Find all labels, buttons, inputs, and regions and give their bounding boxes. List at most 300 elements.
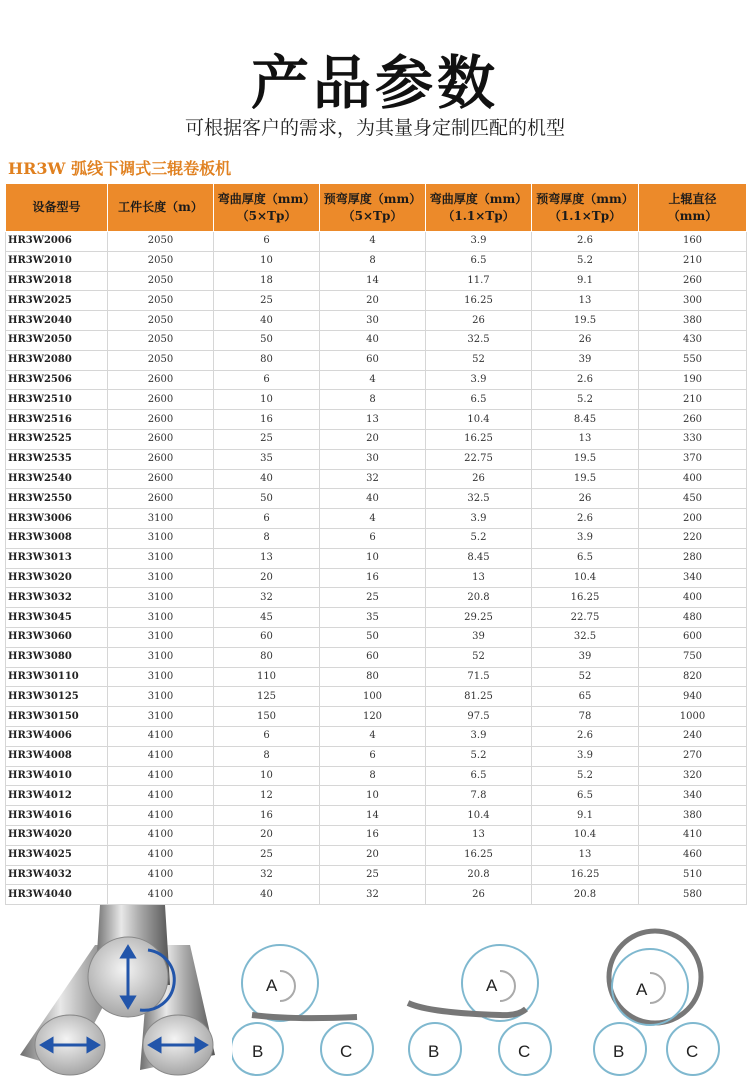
value-cell: 3100 [108, 707, 214, 727]
value-cell: 100 [320, 687, 426, 707]
value-cell: 10.4 [532, 825, 639, 845]
value-cell: 280 [639, 548, 747, 568]
table-row [6, 370, 747, 390]
value-cell: 18 [214, 271, 320, 291]
value-cell: 10.4 [532, 568, 639, 588]
value-cell: 60 [214, 627, 320, 647]
roll-diagram-bending [400, 905, 570, 1084]
value-cell: 1000 [639, 707, 747, 727]
roller-illustration [0, 905, 230, 1084]
value-cell: 30 [320, 311, 426, 331]
value-cell: 3100 [108, 509, 214, 529]
column-header-line1: 弯曲厚度（mm） [217, 191, 316, 206]
column-header-line1: 上辊直径 [668, 191, 717, 206]
value-cell: 510 [639, 865, 747, 885]
model-cell: HR3W2550 [6, 489, 108, 509]
value-cell: 3100 [108, 627, 214, 647]
value-cell: 60 [320, 647, 426, 667]
value-cell: 2.6 [532, 232, 639, 252]
value-cell: 5.2 [532, 766, 639, 786]
value-cell: 80 [214, 350, 320, 370]
value-cell: 2.6 [532, 370, 639, 390]
value-cell: 32 [214, 588, 320, 608]
model-cell: HR3W2040 [6, 311, 108, 331]
value-cell: 820 [639, 667, 747, 687]
value-cell: 25 [320, 588, 426, 608]
value-cell: 3100 [108, 568, 214, 588]
table-row [6, 232, 747, 252]
roll-diagram-rolled [580, 905, 750, 1084]
value-cell: 13 [532, 291, 639, 311]
model-cell: HR3W2510 [6, 390, 108, 410]
value-cell: 10 [214, 390, 320, 410]
table-row [6, 350, 747, 370]
value-cell: 13 [214, 548, 320, 568]
value-cell: 29.25 [426, 608, 532, 628]
model-cell: HR3W2006 [6, 232, 108, 252]
table-body [6, 232, 747, 905]
value-cell: 81.25 [426, 687, 532, 707]
value-cell: 6 [214, 370, 320, 390]
value-cell: 3.9 [426, 509, 532, 529]
table-row [6, 766, 747, 786]
value-cell: 8.45 [532, 410, 639, 430]
value-cell: 2050 [108, 271, 214, 291]
value-cell: 3100 [108, 647, 214, 667]
value-cell: 26 [426, 885, 532, 905]
table-row [6, 291, 747, 311]
table-row [6, 647, 747, 667]
steel-plate [252, 1015, 357, 1018]
value-cell: 6.5 [426, 766, 532, 786]
value-cell: 22.75 [426, 449, 532, 469]
value-cell: 52 [426, 647, 532, 667]
label-a: A [266, 976, 278, 995]
value-cell: 210 [639, 251, 747, 271]
value-cell: 26 [426, 469, 532, 489]
value-cell: 5.2 [532, 390, 639, 410]
value-cell: 4100 [108, 825, 214, 845]
value-cell: 40 [214, 311, 320, 331]
value-cell: 6 [214, 726, 320, 746]
value-cell: 750 [639, 647, 747, 667]
table-row [6, 588, 747, 608]
value-cell: 6.5 [532, 548, 639, 568]
table-row [6, 746, 747, 766]
value-cell: 460 [639, 845, 747, 865]
value-cell: 50 [214, 489, 320, 509]
value-cell: 25 [214, 845, 320, 865]
table-row [6, 429, 747, 449]
value-cell: 60 [320, 350, 426, 370]
value-cell: 35 [214, 449, 320, 469]
value-cell: 4100 [108, 845, 214, 865]
model-cell: HR3W2050 [6, 330, 108, 350]
value-cell: 5.2 [426, 528, 532, 548]
roll-diagram-start [232, 905, 402, 1084]
model-cell: HR3W3032 [6, 588, 108, 608]
table-row [6, 528, 747, 548]
value-cell: 10.4 [426, 806, 532, 826]
value-cell: 16.25 [426, 845, 532, 865]
value-cell: 13 [426, 568, 532, 588]
table-row [6, 330, 747, 350]
value-cell: 9.1 [532, 271, 639, 291]
value-cell: 4100 [108, 726, 214, 746]
model-cell: HR3W2516 [6, 410, 108, 430]
value-cell: 32.5 [426, 489, 532, 509]
value-cell: 13 [320, 410, 426, 430]
value-cell: 2050 [108, 291, 214, 311]
value-cell: 26 [532, 489, 639, 509]
value-cell: 19.5 [532, 449, 639, 469]
table-row [6, 271, 747, 291]
table-row [6, 410, 747, 430]
column-header [108, 184, 214, 232]
value-cell: 430 [639, 330, 747, 350]
value-cell: 6.5 [426, 251, 532, 271]
steel-plate [408, 1003, 526, 1015]
value-cell: 10 [214, 251, 320, 271]
value-cell: 3100 [108, 548, 214, 568]
model-cell: HR3W4012 [6, 786, 108, 806]
value-cell: 120 [320, 707, 426, 727]
column-header-line2: （1.1×Tp） [442, 208, 515, 223]
model-cell: HR3W2080 [6, 350, 108, 370]
value-cell: 19.5 [532, 311, 639, 331]
table-row [6, 885, 747, 905]
column-header-line2: （5×Tp） [236, 208, 297, 223]
value-cell: 8 [214, 528, 320, 548]
value-cell: 220 [639, 528, 747, 548]
label-c: C [518, 1042, 531, 1061]
roller-a-circle [242, 945, 318, 1021]
value-cell: 2050 [108, 311, 214, 331]
value-cell: 110 [214, 667, 320, 687]
column-header [6, 184, 108, 232]
value-cell: 12 [214, 786, 320, 806]
column-header-line2: （mm） [667, 208, 718, 223]
value-cell: 26 [426, 311, 532, 331]
label-a: A [486, 976, 498, 995]
column-header [320, 184, 426, 232]
model-cell: HR3W2010 [6, 251, 108, 271]
value-cell: 78 [532, 707, 639, 727]
value-cell: 380 [639, 806, 747, 826]
value-cell: 940 [639, 687, 747, 707]
table-row [6, 667, 747, 687]
value-cell: 52 [532, 667, 639, 687]
value-cell: 80 [214, 647, 320, 667]
column-header-line1: 预弯厚度（mm） [323, 191, 422, 206]
value-cell: 39 [426, 627, 532, 647]
value-cell: 2600 [108, 489, 214, 509]
value-cell: 3100 [108, 687, 214, 707]
value-cell: 20 [320, 291, 426, 311]
value-cell: 16 [320, 568, 426, 588]
value-cell: 5.2 [532, 251, 639, 271]
value-cell: 4 [320, 509, 426, 529]
value-cell: 14 [320, 806, 426, 826]
value-cell: 260 [639, 271, 747, 291]
value-cell: 16.25 [532, 588, 639, 608]
value-cell: 50 [320, 627, 426, 647]
value-cell: 125 [214, 687, 320, 707]
value-cell: 20.8 [532, 885, 639, 905]
value-cell: 300 [639, 291, 747, 311]
table-row [6, 568, 747, 588]
value-cell: 4100 [108, 865, 214, 885]
value-cell: 3.9 [426, 726, 532, 746]
value-cell: 11.7 [426, 271, 532, 291]
value-cell: 2600 [108, 410, 214, 430]
value-cell: 97.5 [426, 707, 532, 727]
value-cell: 35 [320, 608, 426, 628]
value-cell: 3.9 [426, 232, 532, 252]
value-cell: 340 [639, 786, 747, 806]
value-cell: 370 [639, 449, 747, 469]
model-cell: HR3W30125 [6, 687, 108, 707]
value-cell: 10 [320, 548, 426, 568]
value-cell: 2600 [108, 370, 214, 390]
value-cell: 580 [639, 885, 747, 905]
column-header [532, 184, 639, 232]
value-cell: 32 [320, 885, 426, 905]
value-cell: 9.1 [532, 806, 639, 826]
model-cell: HR3W3060 [6, 627, 108, 647]
value-cell: 3.9 [426, 370, 532, 390]
value-cell: 150 [214, 707, 320, 727]
value-cell: 260 [639, 410, 747, 430]
value-cell: 6.5 [426, 390, 532, 410]
table-row [6, 489, 747, 509]
value-cell: 4 [320, 370, 426, 390]
value-cell: 8 [214, 746, 320, 766]
value-cell: 13 [426, 825, 532, 845]
value-cell: 4100 [108, 806, 214, 826]
roller-a-circle [612, 949, 688, 1025]
model-series-heading: HR3W 弧线下调式三辊卷板机 [8, 159, 232, 178]
value-cell: 40 [320, 330, 426, 350]
table-row [6, 806, 747, 826]
page-title: 产品参数 [250, 49, 499, 117]
value-cell: 550 [639, 350, 747, 370]
value-cell: 65 [532, 687, 639, 707]
value-cell: 410 [639, 825, 747, 845]
value-cell: 20 [214, 825, 320, 845]
value-cell: 8 [320, 390, 426, 410]
value-cell: 3.9 [532, 528, 639, 548]
value-cell: 380 [639, 311, 747, 331]
model-cell: HR3W2540 [6, 469, 108, 489]
label-b: B [252, 1042, 264, 1061]
value-cell: 210 [639, 390, 747, 410]
value-cell: 13 [532, 429, 639, 449]
table-row [6, 469, 747, 489]
value-cell: 4 [320, 726, 426, 746]
rolling-diagrams [0, 905, 750, 1084]
table-row [6, 311, 747, 331]
value-cell: 320 [639, 766, 747, 786]
table-header-row [6, 184, 747, 232]
value-cell: 6.5 [532, 786, 639, 806]
column-header-line1: 设备型号 [32, 200, 81, 214]
value-cell: 40 [214, 469, 320, 489]
model-cell: HR3W4025 [6, 845, 108, 865]
value-cell: 45 [214, 608, 320, 628]
value-cell: 270 [639, 746, 747, 766]
value-cell: 340 [639, 568, 747, 588]
value-cell: 2050 [108, 251, 214, 271]
value-cell: 2050 [108, 232, 214, 252]
value-cell: 400 [639, 588, 747, 608]
value-cell: 30 [320, 449, 426, 469]
value-cell: 6 [214, 232, 320, 252]
value-cell: 39 [532, 647, 639, 667]
model-cell: HR3W4020 [6, 825, 108, 845]
value-cell: 39 [532, 350, 639, 370]
value-cell: 32.5 [426, 330, 532, 350]
value-cell: 10 [320, 786, 426, 806]
page-subtitle: 可根据客户的需求，为其量身定制匹配的机型 [184, 117, 565, 139]
value-cell: 22.75 [532, 608, 639, 628]
value-cell: 16 [320, 825, 426, 845]
model-cell: HR3W4006 [6, 726, 108, 746]
value-cell: 450 [639, 489, 747, 509]
model-cell: HR3W4016 [6, 806, 108, 826]
value-cell: 50 [214, 330, 320, 350]
column-header [214, 184, 320, 232]
value-cell: 2600 [108, 469, 214, 489]
column-header-line2: （1.1×Tp） [548, 208, 622, 223]
value-cell: 20.8 [426, 865, 532, 885]
value-cell: 25 [320, 865, 426, 885]
column-header-line1: 弯曲厚度（mm） [429, 191, 528, 206]
value-cell: 16 [214, 410, 320, 430]
value-cell: 4100 [108, 746, 214, 766]
value-cell: 190 [639, 370, 747, 390]
model-cell: HR3W3008 [6, 528, 108, 548]
model-cell: HR3W4008 [6, 746, 108, 766]
table-row [6, 608, 747, 628]
value-cell: 2050 [108, 350, 214, 370]
column-header-line1: 预弯厚度（mm） [536, 191, 634, 206]
table-row [6, 825, 747, 845]
column-header-line1: 工件长度（m） [118, 200, 203, 214]
value-cell: 330 [639, 429, 747, 449]
value-cell: 3100 [108, 588, 214, 608]
label-b: B [428, 1042, 440, 1061]
table-row [6, 509, 747, 529]
label-c: C [686, 1042, 699, 1061]
value-cell: 20 [320, 429, 426, 449]
value-cell: 3100 [108, 667, 214, 687]
value-cell: 2600 [108, 390, 214, 410]
table-row [6, 449, 747, 469]
value-cell: 4100 [108, 766, 214, 786]
value-cell: 19.5 [532, 469, 639, 489]
parameter-table [5, 183, 747, 905]
value-cell: 2050 [108, 330, 214, 350]
value-cell: 4100 [108, 885, 214, 905]
value-cell: 2600 [108, 449, 214, 469]
label-c: C [340, 1042, 353, 1061]
value-cell: 400 [639, 469, 747, 489]
roller-a-circle [462, 945, 538, 1021]
value-cell: 7.8 [426, 786, 532, 806]
value-cell: 52 [426, 350, 532, 370]
value-cell: 71.5 [426, 667, 532, 687]
model-cell: HR3W30110 [6, 667, 108, 687]
value-cell: 3.9 [532, 746, 639, 766]
value-cell: 20.8 [426, 588, 532, 608]
value-cell: 16 [214, 806, 320, 826]
value-cell: 16.25 [532, 865, 639, 885]
model-cell: HR3W3080 [6, 647, 108, 667]
value-cell: 32 [214, 865, 320, 885]
value-cell: 2600 [108, 429, 214, 449]
value-cell: 2.6 [532, 726, 639, 746]
value-cell: 32.5 [532, 627, 639, 647]
value-cell: 26 [532, 330, 639, 350]
table-row [6, 865, 747, 885]
value-cell: 80 [320, 667, 426, 687]
model-cell: HR3W2535 [6, 449, 108, 469]
value-cell: 600 [639, 627, 747, 647]
value-cell: 40 [320, 489, 426, 509]
model-cell: HR3W30150 [6, 707, 108, 727]
value-cell: 480 [639, 608, 747, 628]
model-cell: HR3W4010 [6, 766, 108, 786]
table-row [6, 548, 747, 568]
model-cell: HR3W2525 [6, 429, 108, 449]
table-row [6, 786, 747, 806]
table-row [6, 845, 747, 865]
value-cell: 4100 [108, 786, 214, 806]
label-a: A [636, 980, 648, 999]
table-row [6, 390, 747, 410]
value-cell: 16.25 [426, 429, 532, 449]
column-header-line2: （5×Tp） [342, 208, 403, 223]
table-row [6, 627, 747, 647]
value-cell: 2.6 [532, 509, 639, 529]
model-cell: HR3W2018 [6, 271, 108, 291]
value-cell: 240 [639, 726, 747, 746]
column-header [639, 184, 747, 232]
value-cell: 10 [214, 766, 320, 786]
column-header [426, 184, 532, 232]
model-cell: HR3W4032 [6, 865, 108, 885]
model-cell: HR3W2025 [6, 291, 108, 311]
value-cell: 3100 [108, 608, 214, 628]
value-cell: 10.4 [426, 410, 532, 430]
value-cell: 32 [320, 469, 426, 489]
table-row [6, 726, 747, 746]
value-cell: 14 [320, 271, 426, 291]
value-cell: 25 [214, 429, 320, 449]
model-cell: HR3W4040 [6, 885, 108, 905]
value-cell: 6 [320, 528, 426, 548]
value-cell: 160 [639, 232, 747, 252]
model-cell: HR3W3013 [6, 548, 108, 568]
value-cell: 200 [639, 509, 747, 529]
value-cell: 8 [320, 766, 426, 786]
value-cell: 25 [214, 291, 320, 311]
model-cell: HR3W3006 [6, 509, 108, 529]
value-cell: 20 [320, 845, 426, 865]
value-cell: 40 [214, 885, 320, 905]
model-cell: HR3W3020 [6, 568, 108, 588]
